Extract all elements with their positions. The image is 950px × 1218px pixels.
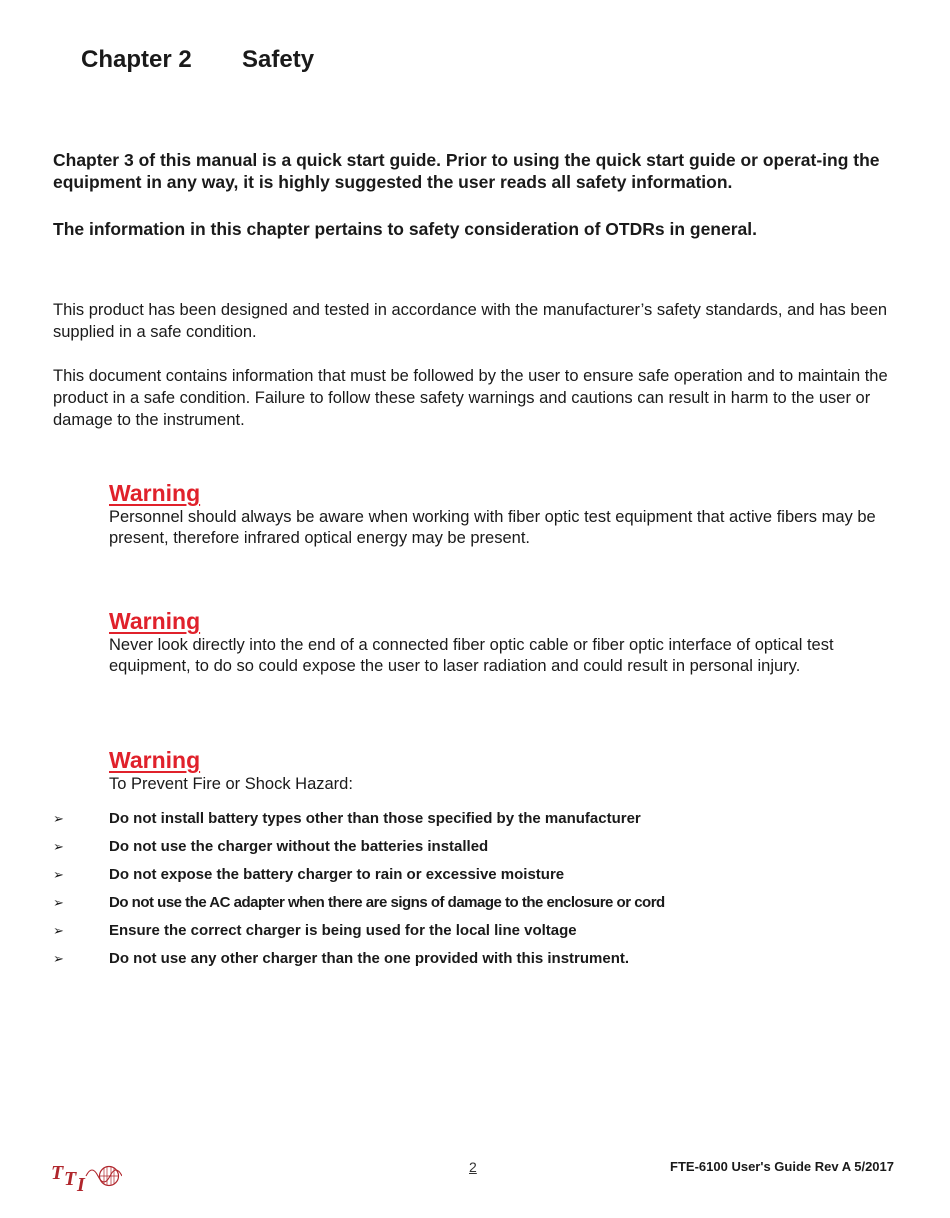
warning-title: Warning (109, 747, 201, 773)
document-title: FTE-6100 User's Guide Rev A 5/2017 (670, 1159, 894, 1174)
logo-letter: T (64, 1168, 77, 1190)
body-paragraph-1: This product has been designed and tested in accordance with the manufacturer’s safety standards, and has been supplied in a safe condition. (53, 301, 888, 341)
page-number: 2 (469, 1159, 477, 1175)
chapter-heading (81, 46, 315, 74)
list-item (53, 808, 903, 836)
warning-block-2 (109, 607, 899, 677)
bullet-text: Do not use the charger without the batteries installed (109, 838, 489, 855)
warning-text: Personnel should always be aware when working with fiber optic test equipment that active fibers may be present, therefore infrared optical energy may be present. (109, 508, 876, 547)
list-item (53, 892, 903, 920)
arrow-bullet-icon: ➢ (53, 951, 64, 966)
logo-letter: I (77, 1174, 85, 1194)
arrow-bullet-icon: ➢ (53, 811, 64, 826)
body-paragraph-2: This document contains information that must be followed by the user to ensure safe operation and to maintain the product in a safe condition. Failure to follow these safety warnings and cautions can result in harm to the user or damage to the instrument. (53, 367, 888, 429)
warning-title: Warning (109, 608, 201, 634)
chapter-title: Safety (242, 46, 315, 73)
bullet-text: Do not use any other charger than the one provided with this instrument. (109, 950, 630, 967)
bullet-text: Do not expose the battery charger to rain or excessive moisture (109, 866, 565, 883)
hazard-bullet-list (53, 808, 903, 976)
bullet-text: Do not install battery types other than those specified by the manufacturer (109, 810, 641, 827)
bullet-text: Ensure the correct charger is being used for the local line voltage (109, 922, 577, 939)
arrow-bullet-icon: ➢ (53, 839, 64, 854)
list-item (53, 948, 903, 976)
warning-block-3 (109, 746, 899, 795)
list-item (53, 864, 903, 892)
intro-paragraph-2: The information in this chapter pertains to safety consideration of OTDRs in general. (53, 219, 757, 239)
list-item (53, 920, 903, 948)
arrow-bullet-icon: ➢ (53, 867, 64, 882)
arrow-bullet-icon: ➢ (53, 923, 64, 938)
warning-block-1 (109, 479, 899, 549)
warning-text: Never look directly into the end of a connected fiber optic cable or fiber optic interface of optical test equipment, to do so could expose the user to laser radiation and could result in personal injury. (109, 636, 834, 675)
arrow-bullet-icon: ➢ (53, 895, 64, 910)
logo-letter: T (51, 1162, 64, 1184)
warning-text: To Prevent Fire or Shock Hazard: (109, 775, 353, 793)
chapter-number: Chapter 2 (81, 46, 192, 73)
list-item (53, 836, 903, 864)
bullet-text: Do not use the AC adapter when there are signs of damage to the enclosure or cord (109, 894, 665, 911)
tti-logo (50, 1158, 122, 1194)
warning-title: Warning (109, 480, 201, 506)
intro-paragraph-1: Chapter 3 of this manual is a quick start guide. Prior to using the quick start guide or operat-ing the equipment in any way, it is highly suggested the user reads all safety information. (53, 150, 880, 192)
